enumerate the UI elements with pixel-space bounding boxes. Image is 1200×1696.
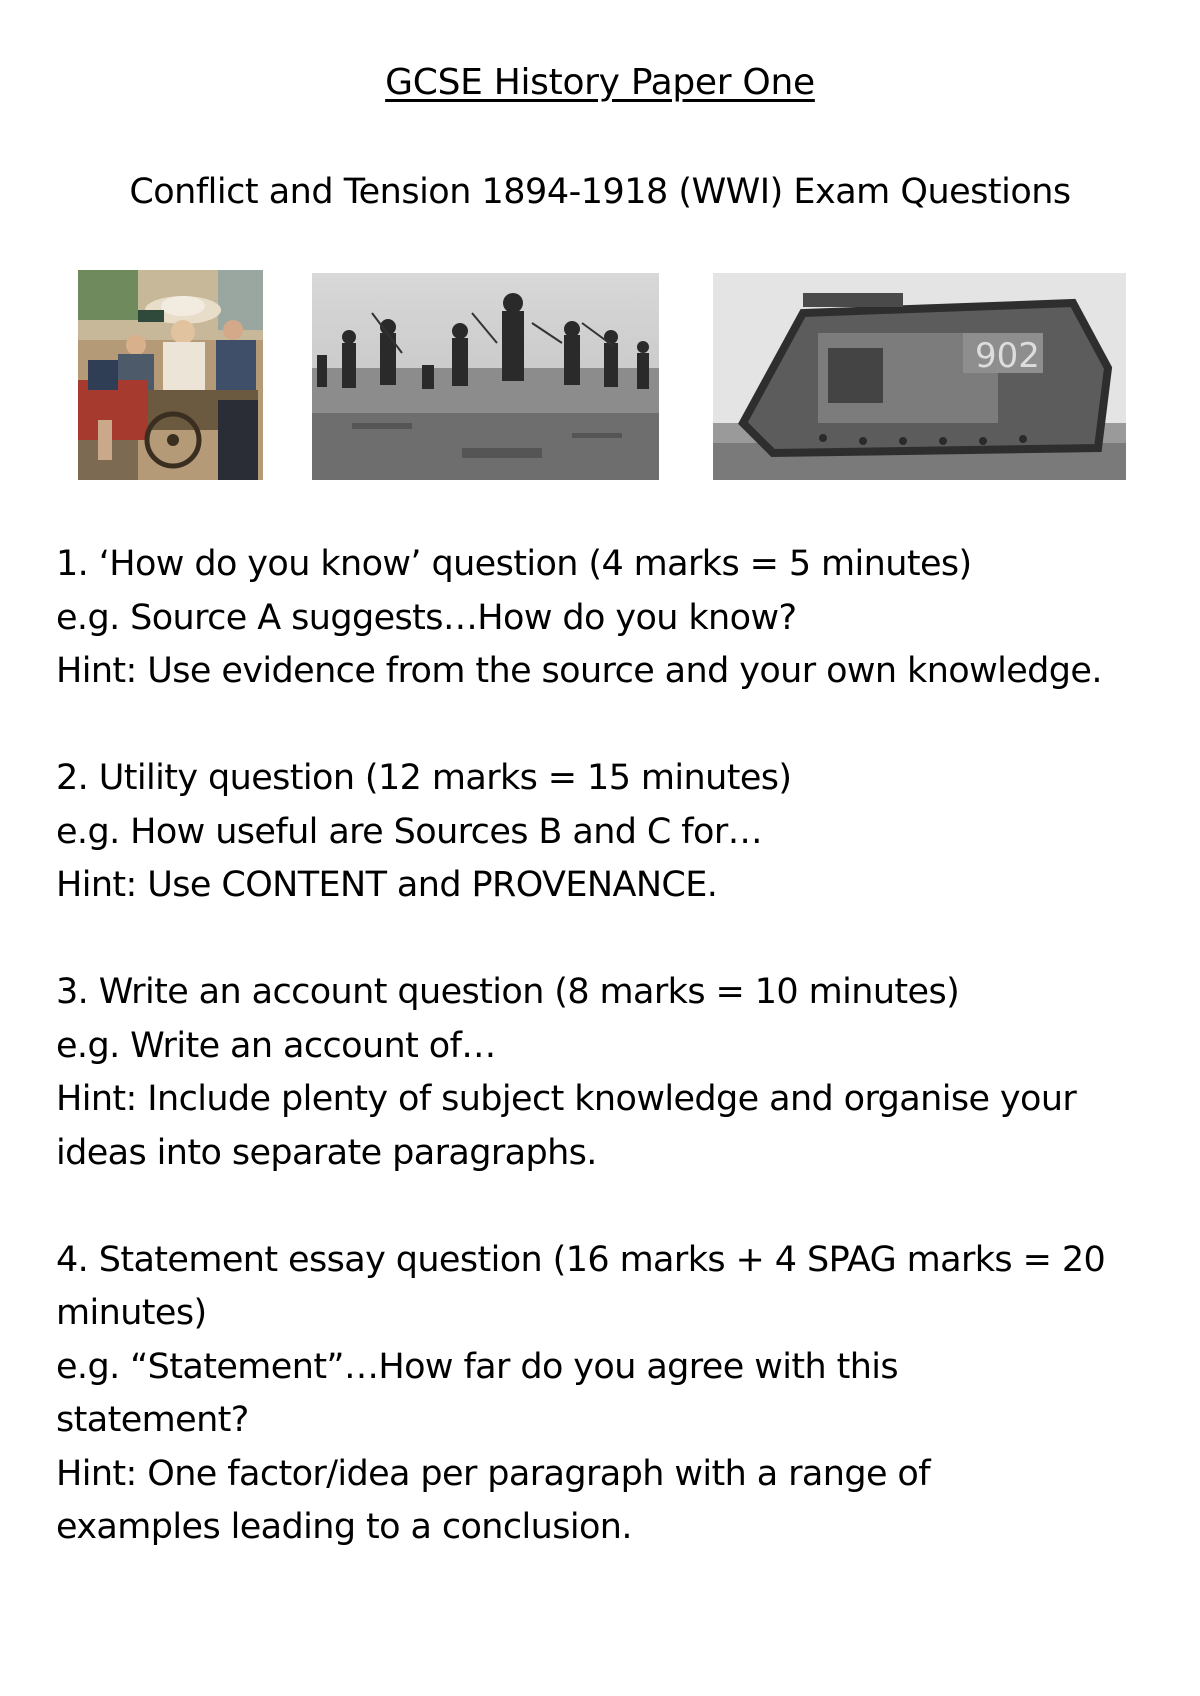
question-hint: Hint: Use CONTENT and PROVENANCE.	[56, 865, 718, 905]
question-example: e.g. How useful are Sources B and C for…	[56, 811, 763, 852]
questions-list	[56, 538, 1176, 1608]
question-4	[56, 1234, 1176, 1555]
question-heading: 2. Utility question (12 marks = 15 minutes)	[56, 758, 792, 798]
question-heading: 3. Write an account question (8 marks = 10 minutes)	[56, 972, 960, 1012]
assassination-illustration-image	[78, 270, 263, 480]
question-hint: Hint: One factor/idea per paragraph with a range of	[56, 1453, 930, 1494]
question-heading: 4. Statement essay question (16 marks + 4 SPAG marks = 20	[56, 1239, 1106, 1280]
question-2	[56, 752, 1176, 913]
question-3	[56, 966, 1176, 1180]
page-title: GCSE History Paper One	[385, 62, 815, 103]
question-example: e.g. Write an account of…	[56, 1025, 496, 1066]
svg-text:902: 902	[975, 336, 1040, 376]
page-subtitle: Conflict and Tension 1894-1918 (WWI) Exam Questions	[129, 172, 1071, 212]
question-hint: Hint: Include plenty of subject knowledge and organise your	[56, 1079, 1077, 1119]
question-example: e.g. “Statement”…How far do you agree with this	[56, 1346, 899, 1387]
question-heading-continued: minutes)	[56, 1293, 207, 1333]
question-example: e.g. Source A suggests…How do you know?	[56, 597, 797, 638]
question-heading: 1. ‘How do you know’ question (4 marks = 5 minutes)	[56, 544, 972, 584]
question-hint-continued: ideas into separate paragraphs.	[56, 1132, 597, 1173]
question-1	[56, 538, 1176, 699]
question-example-continued: statement?	[56, 1400, 249, 1440]
question-hint-continued: examples leading to a conclusion.	[56, 1507, 632, 1547]
question-hint: Hint: Use evidence from the source and your own knowledge.	[56, 651, 1102, 691]
tank-photo-image	[713, 273, 1126, 480]
soldiers-advancing-photo-image	[312, 273, 659, 480]
